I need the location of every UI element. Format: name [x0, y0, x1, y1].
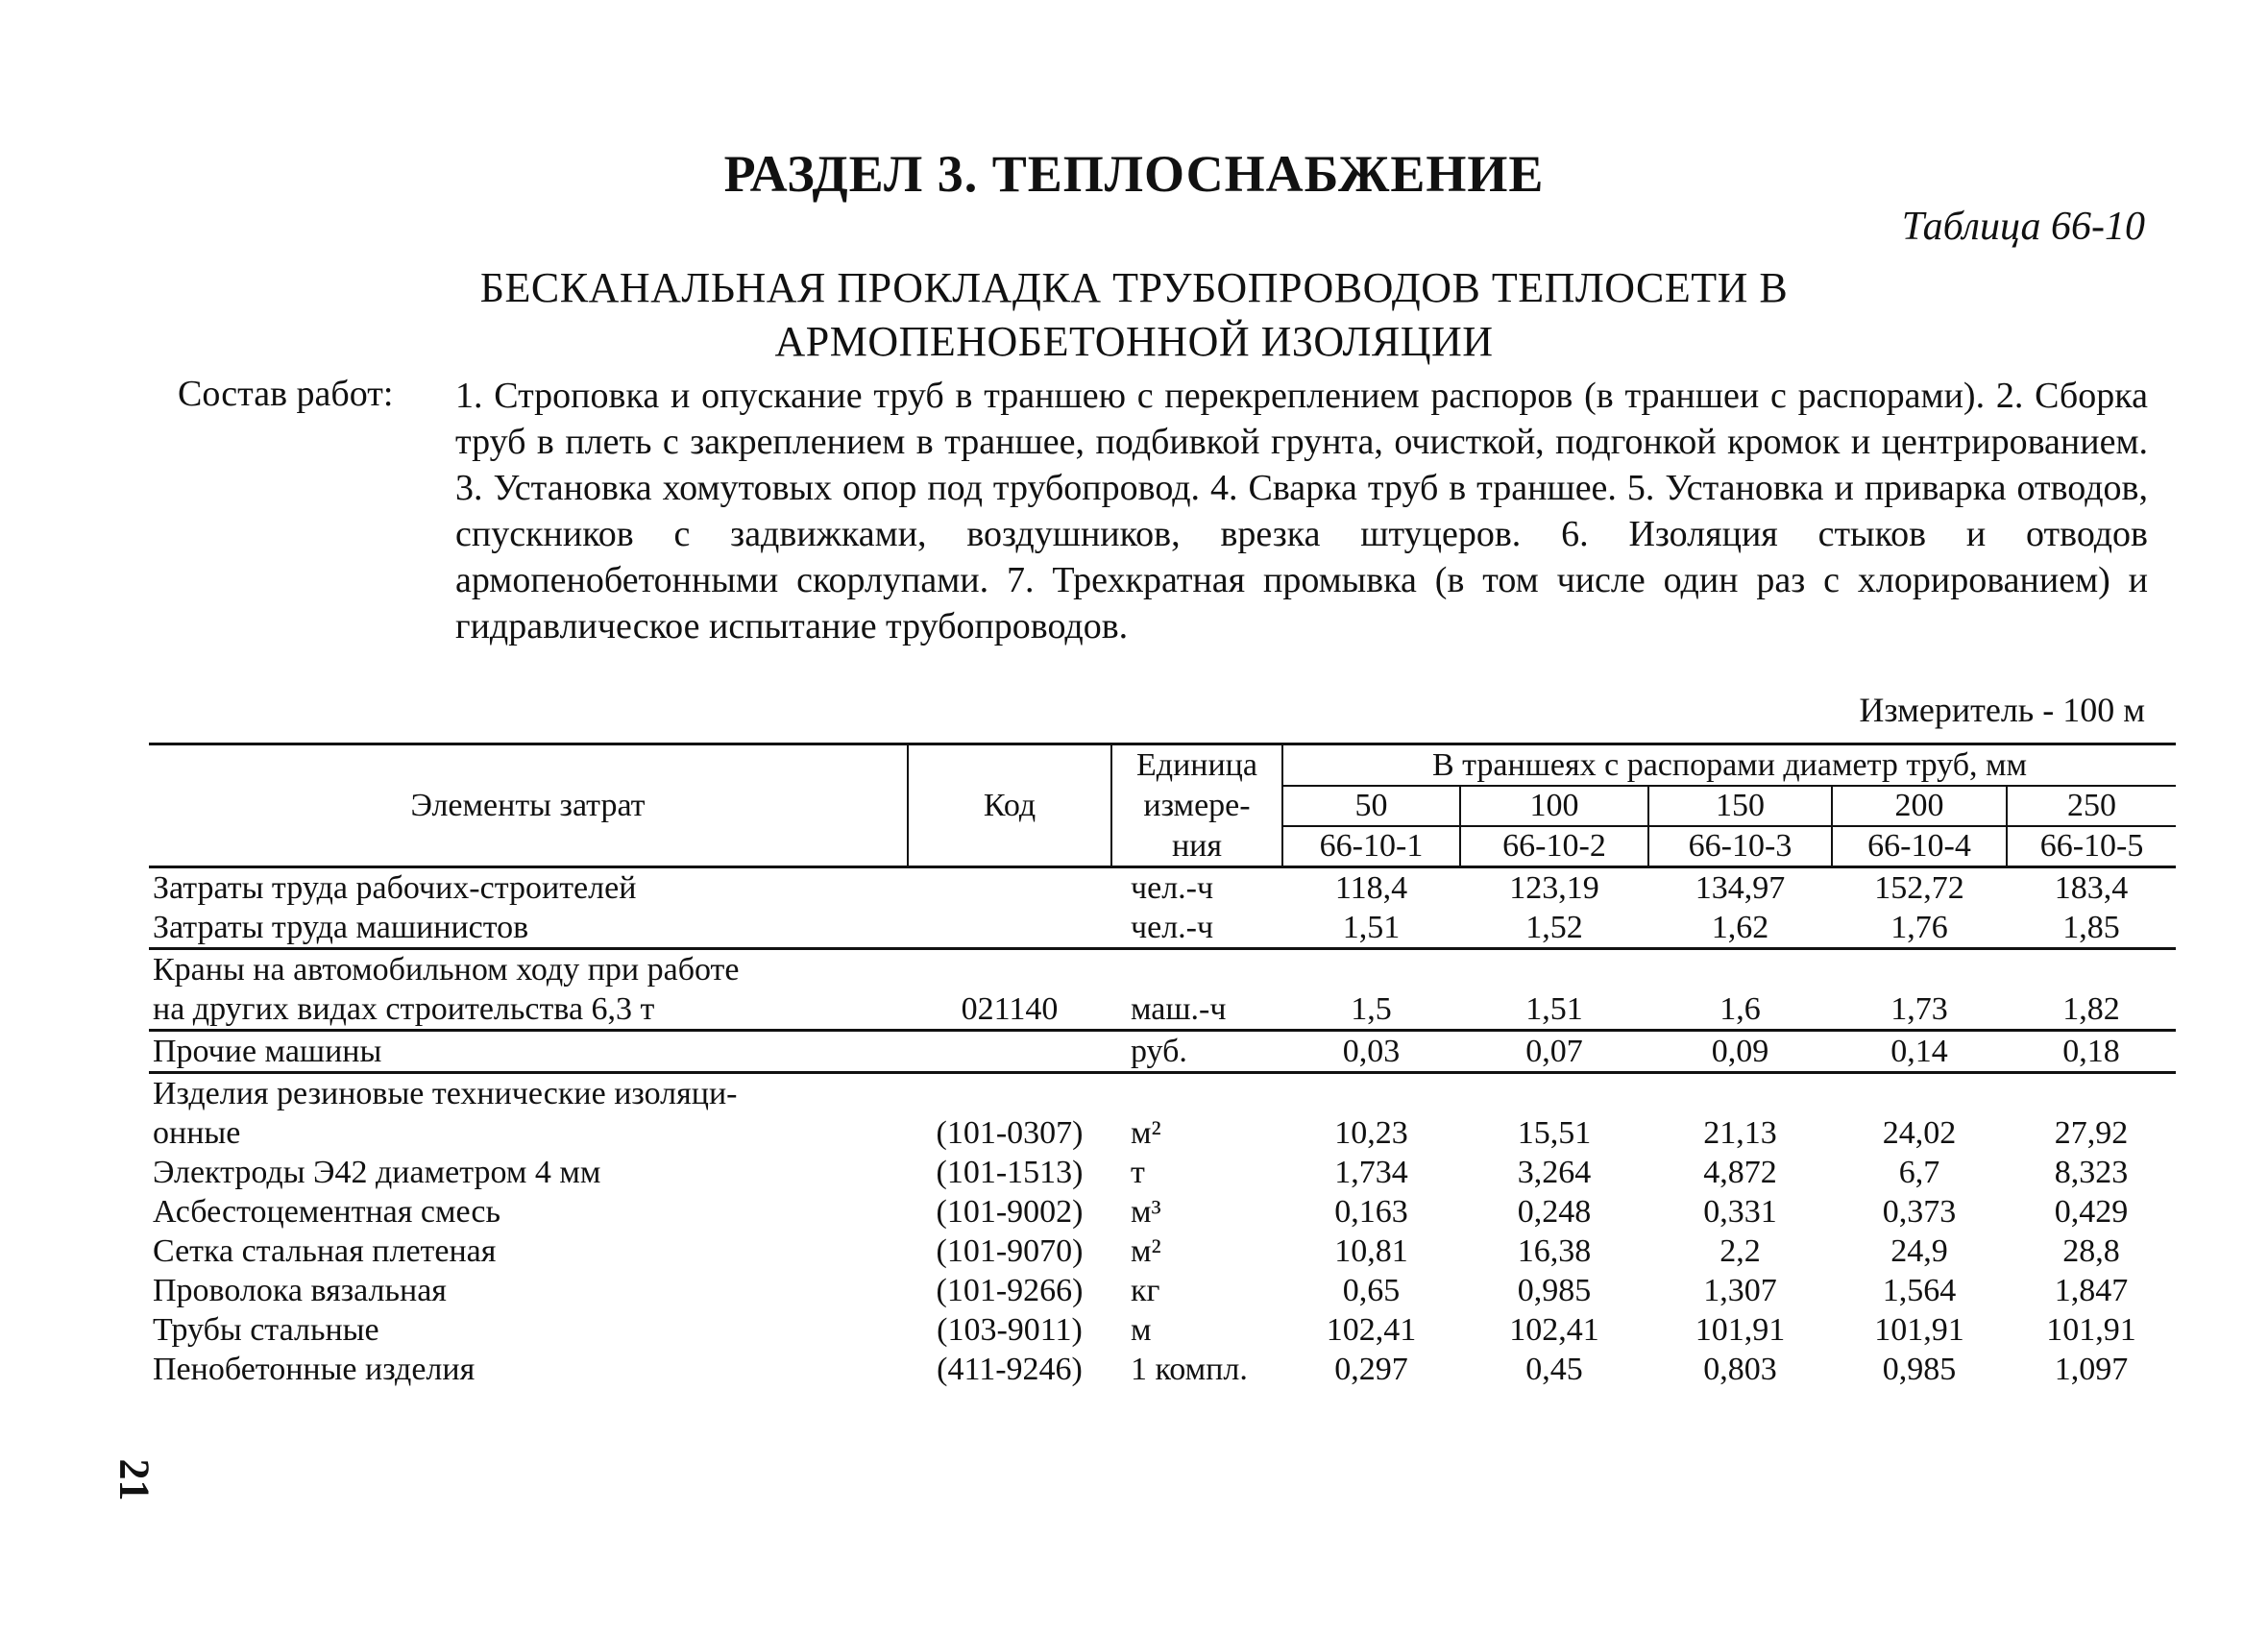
row-value: 1,82 — [2007, 989, 2176, 1031]
row-unit: т — [1131, 1155, 1145, 1190]
header-norm-code: 66-10-5 — [2007, 826, 2176, 867]
header-diameter: 100 — [1460, 786, 1648, 826]
header-diameter-group: В траншеях с распорами диаметр труб, мм — [1282, 744, 2176, 787]
row-value: 1,85 — [2007, 908, 2176, 949]
header-code: Код — [908, 744, 1111, 867]
row-name-line-1: Изделия резиновые технические изоляци- — [153, 1076, 738, 1111]
table-row-continuation — [149, 1073, 2176, 1114]
table-row — [149, 989, 2176, 1031]
row-value: 1,52 — [1460, 908, 1648, 949]
row-value: 152,72 — [1874, 870, 1964, 906]
row-value: 0,163 — [1334, 1194, 1408, 1230]
table-row — [149, 1310, 2176, 1350]
row-value: 0,985 — [1517, 1273, 1592, 1308]
table-row — [149, 1271, 2176, 1310]
row-value: 183,4 — [2054, 870, 2129, 906]
row-value: 1,097 — [2054, 1352, 2129, 1387]
row-value: 2,2 — [1719, 1233, 1761, 1269]
row-unit: м — [1131, 1312, 1152, 1348]
header-diameter: 250 — [2007, 786, 2176, 826]
row-value: 15,51 — [1517, 1115, 1592, 1151]
row-value: 10,81 — [1334, 1233, 1408, 1269]
row-name: Затраты труда машинистов — [149, 908, 908, 949]
row-unit: 1 компл. — [1131, 1352, 1248, 1387]
row-value: 0,03 — [1282, 1031, 1460, 1073]
row-name: Прочие машины — [149, 1031, 908, 1073]
row-name: Сетка стальная плетеная — [153, 1233, 497, 1269]
table-row — [149, 1192, 2176, 1232]
row-unit: м² — [1131, 1115, 1161, 1151]
row-value: 1,73 — [1832, 989, 2007, 1031]
row-value: 1,307 — [1703, 1273, 1777, 1308]
row-name: Проволока вязальная — [153, 1273, 447, 1308]
row-value: 28,8 — [2062, 1233, 2120, 1269]
row-value: 24,9 — [1890, 1233, 1948, 1269]
row-value: 1,734 — [1334, 1155, 1408, 1190]
row-value: 0,248 — [1517, 1194, 1592, 1230]
row-unit: кг — [1131, 1273, 1160, 1308]
row-name: Пенобетонные изделия — [153, 1352, 476, 1387]
row-value: 27,92 — [2054, 1115, 2129, 1151]
header-unit-line-1: Единица — [1111, 744, 1282, 787]
row-value: 21,13 — [1703, 1115, 1777, 1151]
row-code: (411-9246) — [937, 1352, 1083, 1387]
row-code: (101-1513) — [936, 1155, 1084, 1190]
table-row — [149, 1031, 2176, 1073]
composition-text: 1. Строповка и опускание труб в траншею с перекреплением распоров (в траншеи с распорами). 2. Сборка труб в плеть с закреплением в траншее, подбивкой грунта, очисткой, подгонкой кромок и центрированием. 3. Установка хомутовых опор под трубопровод. 4. Сварка труб в траншее. 5. Установка и приварка отводов, спускников с задвижками, воздушников, врезка штуцеров. 6. Изоляция стыков и отводов армопенобетонными скорлупами. 7. Трехкратная промывка (в том числе один раз с хлорированием) и гидравлическое испытание трубопроводов. — [455, 376, 2148, 646]
row-value: 0,373 — [1882, 1194, 1957, 1230]
row-value: 0,65 — [1342, 1273, 1401, 1308]
table-number: Таблица 66-10 — [1901, 205, 2145, 249]
row-value: 101,91 — [2046, 1312, 2136, 1348]
row-value: 3,264 — [1517, 1155, 1592, 1190]
table-row — [149, 1113, 2176, 1153]
header-norm-code: 66-10-2 — [1460, 826, 1648, 867]
row-code: (101-9070) — [936, 1233, 1084, 1269]
row-unit: м² — [1131, 1233, 1161, 1269]
row-value: 1,62 — [1648, 908, 1832, 949]
row-value: 0,09 — [1648, 1031, 1832, 1073]
row-value: 1,51 — [1460, 989, 1648, 1031]
row-value: 1,51 — [1282, 908, 1460, 949]
row-unit: чел.-ч — [1111, 908, 1282, 949]
header-norm-code: 66-10-1 — [1282, 826, 1460, 867]
row-value: 4,872 — [1703, 1155, 1777, 1190]
unit-note: Измеритель - 100 м — [1859, 691, 2145, 729]
row-code: 021140 — [908, 989, 1111, 1031]
row-code — [908, 867, 1111, 909]
row-value: 1,76 — [1832, 908, 2007, 949]
row-value: 0,985 — [1882, 1352, 1957, 1387]
row-value: 1,5 — [1282, 989, 1460, 1031]
table-row — [149, 908, 2176, 949]
row-value: 16,38 — [1517, 1233, 1592, 1269]
row-code: (101-9266) — [936, 1273, 1084, 1308]
table-row — [149, 867, 2176, 909]
row-value: 0,14 — [1832, 1031, 2007, 1073]
row-name: Затраты труда рабочих-строителей — [153, 870, 637, 906]
row-code: (101-0307) — [936, 1115, 1084, 1151]
row-value: 0,45 — [1525, 1352, 1583, 1387]
row-value: 10,23 — [1334, 1115, 1408, 1151]
table-title — [0, 261, 2268, 369]
row-value: 0,297 — [1334, 1352, 1408, 1387]
row-value: 134,97 — [1695, 870, 1786, 906]
header-norm-code: 66-10-4 — [1832, 826, 2007, 867]
row-value: 101,91 — [1695, 1312, 1786, 1348]
row-code — [908, 908, 1111, 949]
row-value: 102,41 — [1509, 1312, 1599, 1348]
row-value: 1,564 — [1882, 1273, 1957, 1308]
row-code: (101-9002) — [936, 1194, 1084, 1230]
row-name: Асбестоцементная смесь — [153, 1194, 501, 1230]
header-norm-code: 66-10-3 — [1648, 826, 1832, 867]
composition-label: Состав работ: — [178, 374, 394, 414]
header-unit-line-3: ния — [1111, 826, 1282, 867]
table-title-line-1: БЕСКАНАЛЬНАЯ ПРОКЛАДКА ТРУБОПРОВОДОВ ТЕПЛОСЕТИ В — [479, 264, 1789, 311]
header-diameter: 50 — [1282, 786, 1460, 826]
header-diameter: 200 — [1832, 786, 2007, 826]
row-value: 102,41 — [1326, 1312, 1417, 1348]
row-value: 0,07 — [1460, 1031, 1648, 1073]
row-name-line-1: Краны на автомобильном ходу при работе — [153, 952, 740, 988]
row-value: 8,323 — [2054, 1155, 2129, 1190]
row-code — [908, 1031, 1111, 1073]
table-row-continuation — [149, 949, 2176, 990]
table-row — [149, 1153, 2176, 1192]
header-diameter: 150 — [1648, 786, 1832, 826]
row-value: 24,02 — [1882, 1115, 1957, 1151]
table-row — [149, 1350, 2176, 1389]
table-title-line-2: АРМОПЕНОБЕТОННОЙ ИЗОЛЯЦИИ — [774, 318, 1494, 365]
row-code: (103-9011) — [937, 1312, 1083, 1348]
row-name: онные — [153, 1115, 241, 1151]
row-value: 0,429 — [2054, 1194, 2129, 1230]
row-name: Трубы стальные — [153, 1312, 379, 1348]
header-unit-line-2: измере- — [1111, 786, 1282, 826]
row-value: 0,803 — [1703, 1352, 1777, 1387]
section-title: РАЗДЕЛ 3. ТЕПЛОСНАБЖЕНИЕ — [723, 145, 1545, 203]
row-unit: маш.-ч — [1111, 989, 1282, 1031]
row-value: 101,91 — [1874, 1312, 1964, 1348]
row-unit: м³ — [1131, 1194, 1161, 1230]
row-unit: чел.-ч — [1131, 870, 1214, 906]
row-value: 0,331 — [1703, 1194, 1777, 1230]
row-name: Электроды Э42 диаметром 4 мм — [153, 1155, 601, 1190]
row-value: 123,19 — [1509, 870, 1599, 906]
row-value: 0,18 — [2007, 1031, 2176, 1073]
row-value: 1,6 — [1648, 989, 1832, 1031]
row-value: 118,4 — [1334, 870, 1408, 906]
resource-norms-table — [149, 743, 2176, 1389]
table-row — [149, 1232, 2176, 1271]
page-number: 21 — [110, 1458, 159, 1501]
row-unit: руб. — [1111, 1031, 1282, 1073]
row-value: 6,7 — [1898, 1155, 1940, 1190]
row-value: 1,847 — [2054, 1273, 2129, 1308]
row-name: на других видах строительства 6,3 т — [149, 989, 908, 1031]
header-element: Элементы затрат — [149, 744, 908, 867]
